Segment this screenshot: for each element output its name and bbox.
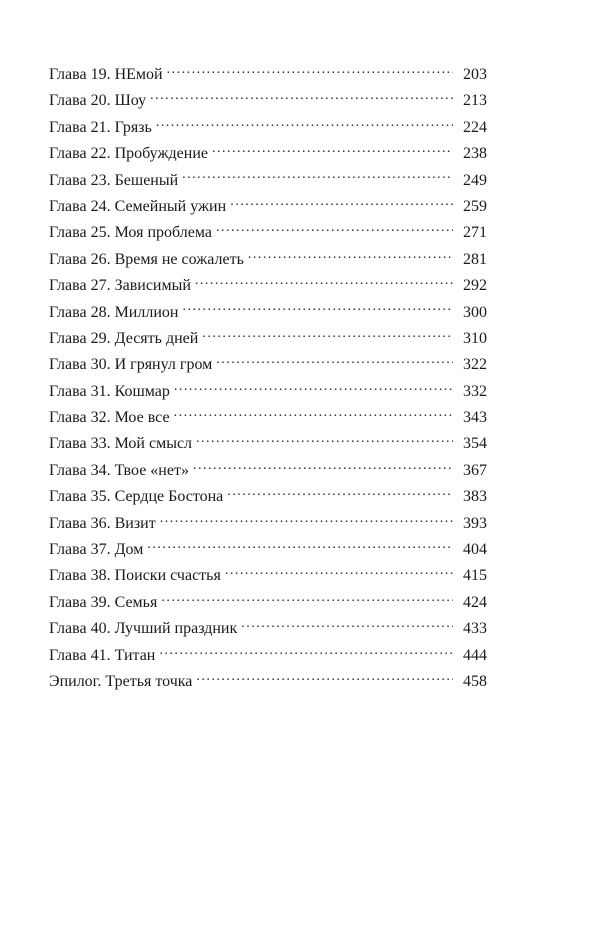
- toc-entry-page-number: 424: [463, 593, 487, 611]
- toc-entry: [49, 669, 487, 695]
- toc-entry: [49, 379, 487, 405]
- toc-entry-title: Глава 30. И грянул гром: [49, 356, 213, 374]
- toc-entry: [49, 643, 487, 669]
- toc-entry: [49, 431, 487, 457]
- dot-leader: [147, 538, 453, 554]
- toc-entry-page-number: 213: [463, 92, 487, 110]
- dot-leader: [216, 353, 453, 369]
- dot-leader: [248, 248, 453, 264]
- toc-entry-title: Глава 37. Дом: [49, 541, 144, 559]
- toc-entry-title: Эпилог. Третья точка: [49, 672, 193, 690]
- toc-entry-page-number: 433: [463, 620, 487, 638]
- toc-entry: [49, 247, 487, 273]
- toc-entry: [49, 194, 487, 220]
- dot-leader: [161, 591, 453, 607]
- dot-leader: [241, 617, 453, 633]
- toc-entry-title: Глава 19. НЕмой: [49, 66, 163, 83]
- table-of-contents: [49, 62, 487, 695]
- toc-entry-page-number: 310: [463, 329, 487, 347]
- toc-entry-page-number: 271: [463, 224, 487, 242]
- toc-entry: [49, 326, 487, 352]
- toc-entry-page-number: 281: [463, 250, 487, 268]
- toc-entry: [49, 273, 487, 299]
- dot-leader: [225, 564, 453, 580]
- toc-entry-title: Глава 29. Десять дней: [49, 329, 199, 347]
- toc-entry-page-number: 292: [463, 277, 487, 295]
- toc-entry-page-number: 393: [463, 514, 487, 532]
- toc-entry-title: Глава 28. Миллион: [49, 303, 179, 321]
- toc-entry: [49, 458, 487, 484]
- dot-leader: [196, 670, 453, 686]
- toc-entry-title: Глава 39. Семья: [49, 593, 158, 611]
- dot-leader: [202, 327, 453, 343]
- toc-entry-page-number: 367: [463, 461, 487, 479]
- toc-entry: [49, 616, 487, 642]
- toc-entry-page-number: 444: [463, 646, 487, 664]
- toc-entry-title: Глава 36. Визит: [49, 514, 156, 532]
- toc-entry: [49, 590, 487, 616]
- toc-entry-title: Глава 24. Семейный ужин: [49, 197, 227, 215]
- toc-entry-title: Глава 27. Зависимый: [49, 277, 191, 295]
- toc-entry-title: Глава 32. Мое все: [49, 409, 170, 427]
- toc-entry-page-number: 332: [463, 382, 487, 400]
- toc-entry-title: Глава 31. Кошмар: [49, 382, 170, 400]
- toc-entry-title: Глава 22. Пробуждение: [49, 145, 208, 163]
- dot-leader: [182, 301, 453, 317]
- dot-leader: [160, 512, 453, 528]
- toc-entry-page-number: 343: [463, 409, 487, 427]
- toc-entry: [49, 352, 487, 378]
- toc-entry-page-number: 259: [463, 197, 487, 215]
- dot-leader: [196, 432, 453, 448]
- toc-entry-page-number: 404: [463, 541, 487, 559]
- dot-leader: [227, 485, 453, 501]
- dot-leader: [195, 274, 453, 290]
- toc-entry-page-number: 203: [463, 66, 487, 83]
- toc-entry-title: Глава 20. Шоу: [49, 92, 147, 110]
- toc-entry: [49, 300, 487, 326]
- toc-entry-page-number: 300: [463, 303, 487, 321]
- toc-entry: [49, 141, 487, 167]
- toc-entry: [49, 62, 487, 88]
- dot-leader: [193, 459, 453, 475]
- toc-entry-page-number: 249: [463, 171, 487, 189]
- toc-entry: [49, 563, 487, 589]
- toc-entry: [49, 405, 487, 431]
- toc-entry-title: Глава 33. Мой смысл: [49, 435, 193, 453]
- dot-leader: [182, 169, 453, 185]
- dot-leader: [212, 142, 453, 158]
- dot-leader: [159, 644, 453, 660]
- toc-entry-title: Глава 26. Время не сожалеть: [49, 250, 244, 268]
- dot-leader: [156, 116, 453, 132]
- toc-entry-title: Глава 35. Сердце Бостона: [49, 488, 224, 506]
- toc-entry: [49, 537, 487, 563]
- toc-entry-page-number: 458: [463, 672, 487, 690]
- toc-entry-page-number: 354: [463, 435, 487, 453]
- toc-entry: [49, 115, 487, 141]
- toc-entry-title: Глава 34. Твое «нет»: [49, 461, 189, 479]
- toc-entry-page-number: 415: [463, 567, 487, 585]
- toc-entry: [49, 511, 487, 537]
- dot-leader: [216, 221, 453, 237]
- dot-leader: [150, 89, 453, 105]
- toc-entry: [49, 88, 487, 114]
- dot-leader: [167, 63, 453, 79]
- toc-entry-page-number: 322: [463, 356, 487, 374]
- toc-entry-page-number: 383: [463, 488, 487, 506]
- toc-entry-title: Глава 40. Лучший праздник: [49, 620, 238, 638]
- toc-entry: [49, 220, 487, 246]
- toc-entry: [49, 484, 487, 510]
- dot-leader: [174, 406, 453, 422]
- toc-entry-title: Глава 38. Поиски счастья: [49, 567, 221, 585]
- toc-entry: [49, 168, 487, 194]
- toc-entry-title: Глава 41. Титан: [49, 646, 156, 664]
- toc-entry-title: Глава 21. Грязь: [49, 118, 152, 136]
- toc-entry-title: Глава 23. Бешеный: [49, 171, 179, 189]
- toc-entry-page-number: 224: [463, 118, 487, 136]
- dot-leader: [174, 380, 453, 396]
- toc-entry-page-number: 238: [463, 145, 487, 163]
- toc-entry-title: Глава 25. Моя проблема: [49, 224, 212, 242]
- dot-leader: [230, 195, 453, 211]
